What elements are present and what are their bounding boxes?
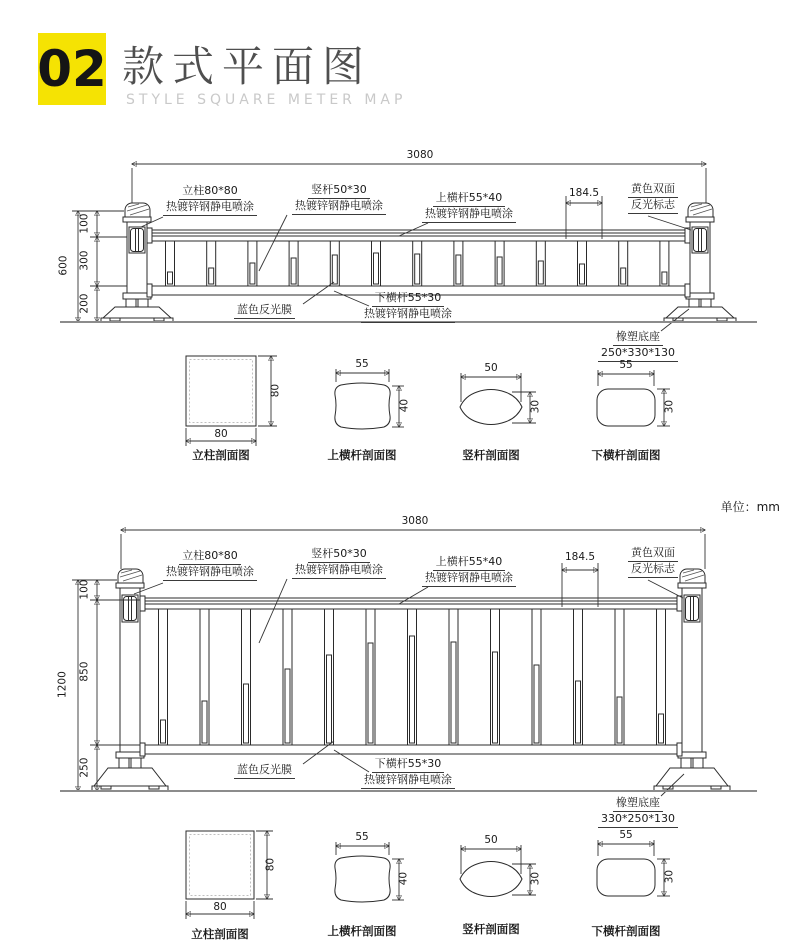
fence2-reflector-label: [615, 546, 691, 578]
fence2-post-label-line2: 热镀锌钢静电喷涂: [163, 565, 257, 581]
fence1-reflector-label-line2: 反光标志: [628, 198, 678, 214]
fence2-base-label-line2: 330*250*130: [598, 812, 678, 828]
s2-toprail-caption: 上横杆剖面图: [327, 924, 397, 938]
fence2-post-label: [152, 549, 268, 581]
s2-bottomrail-width-dim: 55: [619, 829, 633, 841]
fence1-spacing-dim: 184.5: [568, 187, 600, 199]
fence1-bottomrail-label-line1: 下横杆55*30: [372, 291, 445, 307]
s2-vbar-caption: 竖杆剖面图: [462, 922, 520, 936]
fence1-total-height-dim: 600: [57, 255, 70, 276]
fence2-seg-bottom-dim: 250: [78, 757, 91, 778]
s2-post-caption: 立柱剖面图: [191, 927, 249, 941]
fence1-bluefilm-label: [234, 303, 295, 319]
s1-vbar-caption: 竖杆剖面图: [462, 448, 520, 462]
fence1-vertical-bars: [166, 241, 669, 286]
fence1-vbar-label-line2: 热镀锌钢静电喷涂: [292, 199, 386, 215]
fence2-reflector-label-line2: 反光标志: [628, 562, 678, 578]
fence1-bottomrail-label: [350, 291, 466, 323]
s2-bottomrail-caption: 下横杆剖面图: [591, 924, 661, 938]
fence2-seg-mid-dim: 850: [78, 661, 91, 682]
fence2-base-label: [594, 796, 682, 828]
s2-toprail-width-dim: 55: [355, 831, 369, 843]
fence2-spacing-dim: 184.5: [564, 551, 596, 563]
s1-toprail-width-dim: 55: [355, 358, 369, 370]
fence1-seg-bottom-dim: 200: [78, 293, 91, 314]
fence2-vbar-label-line2: 热镀锌钢静电喷涂: [292, 563, 386, 579]
s1-bottomrail-width-dim: 55: [619, 359, 633, 371]
s1-toprail-height-dim: 40: [398, 398, 411, 413]
s2-post-width-dim: 80: [213, 901, 227, 913]
s1-toprail-caption: 上横杆剖面图: [327, 448, 397, 462]
s1-post-width-dim: 80: [214, 428, 228, 440]
fence1-base-label: [594, 330, 682, 362]
fence2-toprail-label: [410, 555, 528, 587]
s1-post-height-dim: 80: [269, 383, 282, 398]
page-title: 款式平面图: [122, 42, 373, 91]
s1-bottomrail-caption: 下横杆剖面图: [591, 448, 661, 462]
fence2-bottomrail-label-line2: 热镀锌钢静电喷涂: [361, 773, 455, 789]
fence2-bottomrail-label: [350, 757, 466, 789]
s2-toprail-height-dim: 40: [397, 871, 410, 886]
fence1-toprail-label-line2: 热镀锌钢静电喷涂: [422, 207, 516, 223]
fence1-vbar-label-line1: 竖杆50*30: [308, 183, 370, 199]
s2-vbar-height-dim: 30: [529, 871, 542, 886]
section-number-badge: 02: [38, 33, 106, 105]
fence1-base-label-line2: 250*330*130: [598, 346, 678, 362]
fence2-total-height-dim: 1200: [56, 671, 69, 698]
unit-note: 单位：mm: [720, 500, 780, 514]
fence2-base-label-line1: 橡塑底座: [613, 796, 663, 812]
fence2-vertical-bars: [159, 609, 666, 745]
fence2-bluefilm-label-text: 蓝色反光膜: [234, 763, 295, 779]
s2-vbar-width-dim: 50: [484, 834, 498, 846]
fence1-toprail-label-line1: 上横杆55*40: [433, 191, 506, 207]
fence1-toprail-label: [410, 191, 528, 223]
fence1-post-label: [152, 184, 268, 216]
fence2-toprail-label-line2: 热镀锌钢静电喷涂: [422, 571, 516, 587]
s1-vbar-height-dim: 30: [529, 399, 542, 414]
fence2-seg-top-dim: 100: [78, 579, 91, 600]
fence2-bluefilm-label: [234, 763, 295, 779]
fence2-post-label-line1: 立柱80*80: [179, 549, 241, 565]
s1-post-caption: 立柱剖面图: [192, 448, 250, 462]
fence1-reflector-label: [615, 182, 691, 214]
fence1-post-label-line1: 立柱80*80: [179, 184, 241, 200]
fence2-toprail-label-line1: 上横杆55*40: [433, 555, 506, 571]
s2-bottomrail-height-dim: 30: [663, 869, 676, 884]
fence1-base-label-line1: 橡塑底座: [613, 330, 663, 346]
fence2-reflector-label-line1: 黄色双面: [628, 546, 678, 562]
fence1-post-label-line2: 热镀锌钢静电喷涂: [163, 200, 257, 216]
fence1-bluefilm-label-text: 蓝色反光膜: [234, 303, 295, 319]
fence1-bottomrail-label-line2: 热镀锌钢静电喷涂: [361, 307, 455, 323]
sections-row2: [186, 831, 670, 919]
fence1-seg-top-dim: 100: [78, 213, 91, 234]
fence1-width-dim: 3080: [406, 149, 434, 161]
fence1-seg-mid-dim: 300: [78, 250, 91, 271]
fence1-reflector-label-line1: 黄色双面: [628, 182, 678, 198]
fence2-vbar-label-line1: 竖杆50*30: [308, 547, 370, 563]
page-subtitle: STYLE SQUARE METER MAP: [126, 92, 407, 108]
fence2-width-dim: 3080: [401, 515, 429, 527]
s2-post-height-dim: 80: [264, 857, 277, 872]
fence1-vbar-label: [280, 183, 398, 215]
fence2-bottomrail-label-line1: 下横杆55*30: [372, 757, 445, 773]
s1-vbar-width-dim: 50: [484, 362, 498, 374]
sections-row1: [186, 356, 670, 446]
fence2-vbar-label: [280, 547, 398, 579]
s1-bottomrail-height-dim: 30: [663, 399, 676, 414]
